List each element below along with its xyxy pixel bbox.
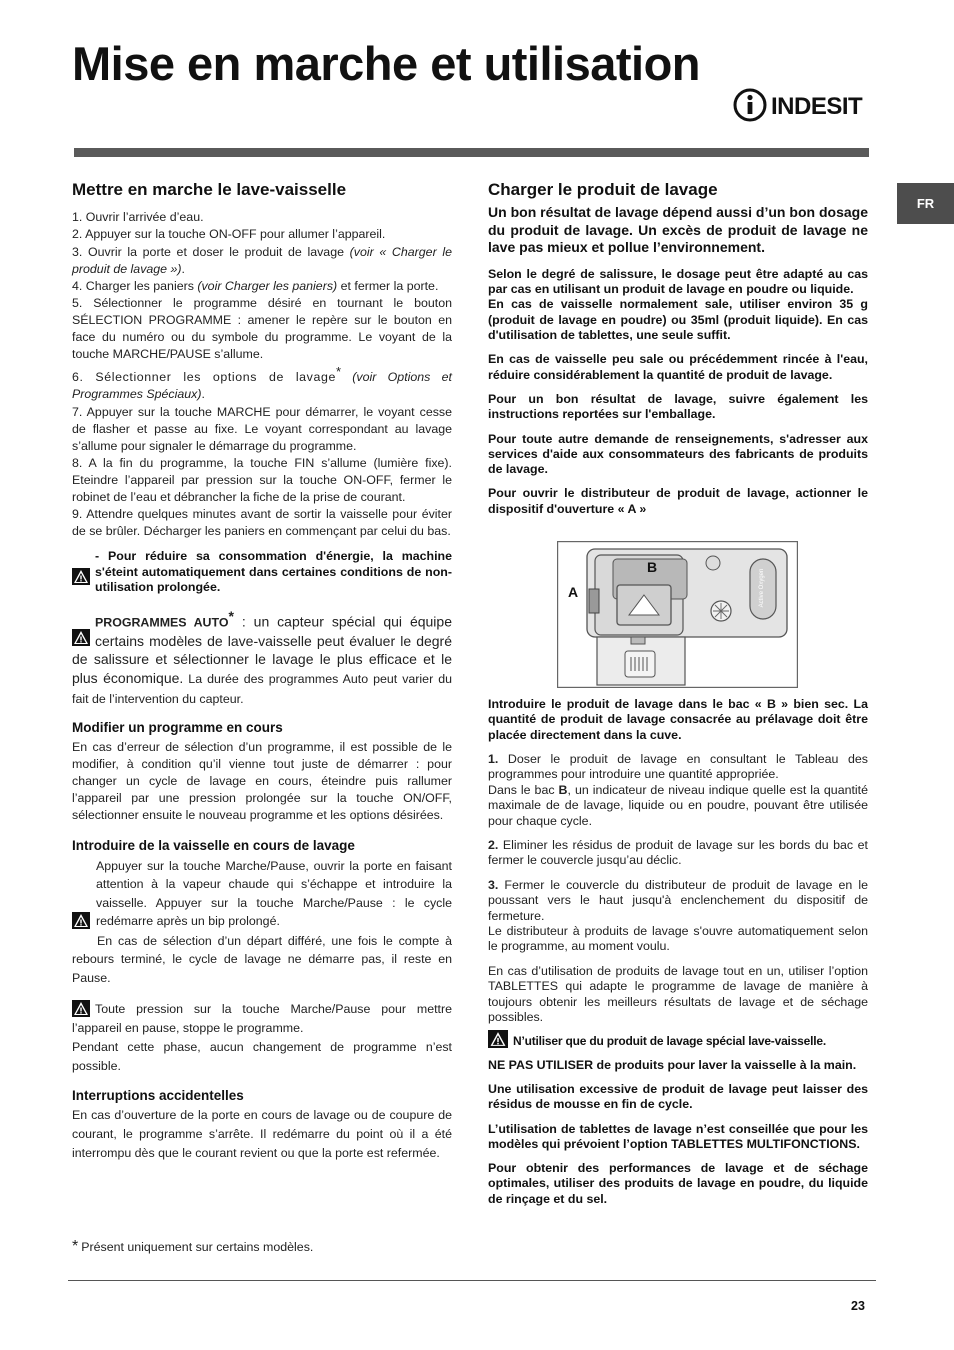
page-title: Mise en marche et utilisation — [72, 37, 701, 90]
warning-icon — [488, 1030, 508, 1048]
pause-text-2: Pendant cette phase, aucun changement de programme n’est possible. — [72, 1039, 452, 1073]
footnote: * Présent uniquement sur certains modèles. — [72, 1238, 314, 1255]
indesit-logo — [733, 88, 869, 122]
step-6: 6. Sélectionner les options de lavage* (voir Options et Programmes Spéciaux). — [72, 364, 452, 402]
step-8: 8. A la fin du programme, la touche FIN s’allume (lumière fixe). Eteindre l’appareil par pression sur la touche ON-OFF, fermer le robinet de l’eau et débrancher la fiche de la prise de courant. — [72, 455, 452, 505]
interrupt-text: En cas d’ouverture de la porte en cours de lavage ou de coupure de courant, le programme s’arrête. Il redémarre du point où il a été interrompu dès que le courant revient ou que la porte est refermée. — [72, 1108, 452, 1160]
step-7: 7. Appuyer sur la touche MARCHE pour démarrer, le voyant cesse de flasher et passe au fixe. Le voyant correspondant au lavage s’allume pour signaler le démarrage du programme. — [72, 404, 452, 453]
info-text: Pour toute autre demande de renseignements, s'adresser aux services d'aide aux consommateurs des fabricants de produits de lavage. — [488, 431, 868, 477]
warning-icon — [72, 912, 90, 929]
interrupt-heading: Interruptions accidentelles — [72, 1087, 244, 1103]
modify-text: En cas d’erreur de sélection d’un programme, il est possible de le modifier, à condition qu’il vienne tout juste de démarrer : pour changer un cycle de lavage en cours, éteindre puis rallumer l’appareil par une pression prolongée sur la touche ON/OFF, sélectionner ensuite le nouveau programme et les options désirées. — [72, 740, 452, 823]
section-heading-detergent: Charger le produit de lavage — [488, 180, 718, 199]
page-number: 23 — [851, 1299, 865, 1313]
right-column-lower — [488, 697, 868, 1216]
step-2: 2. Appuyer sur la touche ON-OFF pour allumer l’appareil. — [72, 227, 386, 242]
insert-heading: Introduire de la vaisselle en cours de lavage — [72, 838, 355, 854]
language-tab: FR — [897, 183, 954, 224]
step-3: 3. Ouvrir la porte et doser le produit de lavage (voir « Charger le produit de lavage »). — [72, 244, 452, 276]
right-column — [488, 180, 868, 526]
light-soil-text: En cas de vaisselle peu sale ou précédemment rincée à l'eau, réduire considérablement la quantité de produit de lavage. — [488, 352, 868, 382]
dosage-text: Selon le degré de salissure, le dosage peut être adapté au cas par cas en utilisant un produit de lavage en poudre ou liquide. En cas de vaisselle normalement sale, utiliser environ 35 g (produit de lavage en poudre) ou 35ml (produit liquide). En cas d'utilisation de tablettes, une seule suffit. — [488, 266, 868, 343]
delay-text: En cas de sélection d’un départ différé, une fois le compte à rebours terminé, le cycle de lavage ne démarre pas, il reste en Pause. — [72, 933, 452, 985]
instruction-2: 2. Eliminer les résidus de produit de lavage sur les bords du bac et fermer le couvercle jusqu’au déclic. — [488, 837, 868, 868]
instruction-3b: Le distributeur à produits de lavage s'ouvre automatiquement selon le programme, au moment voulu. — [488, 923, 868, 954]
no-hand-detergent: NE PAS UTILISER de produits pour laver la vaisselle à la main. — [488, 1057, 857, 1072]
energy-note-block — [72, 549, 452, 595]
modify-heading: Modifier un programme en cours — [72, 720, 283, 736]
svg-text:INDESIT: INDESIT — [771, 93, 863, 120]
bottom-rule — [68, 1280, 876, 1281]
instruction-3: 3. Fermer le couvercle du distributeur de produit de lavage en le poussant vers le haut jusqu'à enclenchement du dispositif de fermeture. — [488, 877, 868, 923]
dispenser-diagram — [557, 541, 798, 688]
energy-note: - Pour réduire sa consommation d'énergie, la machine s'éteint automatiquement dans certaines conditions de non-utilisation prolongée. — [72, 549, 452, 595]
optimal-performance: Pour obtenir des performances de lavage et de séchage optimales, utiliser des produits de lavage en poudre, du liquide de rinçage et du sel. — [488, 1161, 868, 1206]
special-detergent-warning: N’utiliser que du produit de lavage spécial lave-vaisselle. — [488, 1034, 868, 1049]
packaging-text: Pour un bon résultat de lavage, suivre également les instructions reportées sur l'emballage. — [488, 391, 868, 422]
step-5: 5. Sélectionner le programme désiré en tournant le bouton SÉLECTION PROGRAMME : amener le repère sur le bouton en face du numéro ou du symbole du programme. Le voyant de la touche MARCHE/PAUSE s’allume. — [72, 295, 452, 362]
insert-text: Appuyer sur la touche Marche/Pause, ouvrir la porte en faisant attention à la vapeur chaude qui s’échappe et introduire la vaisselle. Appuyer sur la touche Marche/Pause : le cycle redémarre après un bip prolongé. — [72, 857, 452, 929]
auto-programs-text: PROGRAMMES AUTO* : un capteur spécial qui équipe certains modèles de lave-vaisselle peut évaluer le degré de salissure et sélectionner le lavage le plus efficace et le plus économique. La durée des programmes Auto peut varier du fait de l’intervention du capteur. — [72, 607, 452, 706]
warning-icon — [72, 1000, 90, 1017]
dial-label: Active Oxygen — [759, 568, 765, 608]
open-dispenser-text: Pour ouvrir le distributeur de produit de lavage, actionner le dispositif d'ouverture « A » — [488, 486, 868, 516]
label-b: B — [647, 559, 658, 575]
instruction-1b: Dans le bac B, un indicateur de niveau indique quelle est la quantité maximale de de lavage, liquide ou en poudre, pouvant être utilisée pour chaque cycle. — [488, 782, 869, 828]
warning-icon — [72, 568, 90, 585]
pause-text: Toute pression sur la touche Marche/Pause pour mettre l’appareil en pause, stoppe le programme. — [72, 1001, 452, 1035]
instruction-1: 1. Doser le produit de lavage en consultant le Tableau des programmes pour introduire une quantité appropriée. — [488, 751, 868, 782]
tablets-advice: L’utilisation de tablettes de lavage n’est conseillée que pour les modèles qui prévoient l’option TABLETTES MULTIFONCTIONS. — [488, 1121, 868, 1151]
step-9: 9. Attendre quelques minutes avant de sortir la vaisselle pour éviter de se brûler. Décharger les paniers en commençant par celui du bas. — [72, 507, 452, 539]
warning-icon — [72, 629, 90, 646]
section-heading-start: Mettre en marche le lave-vaisselle — [72, 180, 347, 199]
intro-text: Un bon résultat de lavage dépend aussi d’un bon dosage du produit de lavage. Un excès de produit de lavage ne lave pas mieux et pollue l’environnement. — [488, 204, 868, 256]
step-4: 4. Charger les paniers (voir Charger les paniers) et fermer la porte. — [72, 278, 439, 293]
insert-detergent-text: Introduire le produit de lavage dans le bac « B » bien sec. La quantité de produit de lavage consacrée au prélavage doit être placée directement dans la cuve. — [488, 697, 868, 742]
title-rule — [74, 148, 869, 157]
steps-list — [72, 209, 452, 540]
step-1: 1. Ouvrir l’arrivée d’eau. — [72, 210, 204, 225]
tablets-text: En cas d’utilisation de produits de lavage tout en un, utiliser l’option TABLETTES qui adapte le programme de lavage de manière à toujours obtenir les meilleurs résultats de lavage et de séchage possibles. — [488, 963, 868, 1024]
label-a: A — [568, 584, 579, 600]
excess-detergent: Une utilisation excessive de produit de lavage peut laisser des résidus de mousse en fin de cycle. — [488, 1081, 868, 1112]
left-column — [72, 180, 452, 1162]
auto-programs-block — [72, 607, 452, 709]
